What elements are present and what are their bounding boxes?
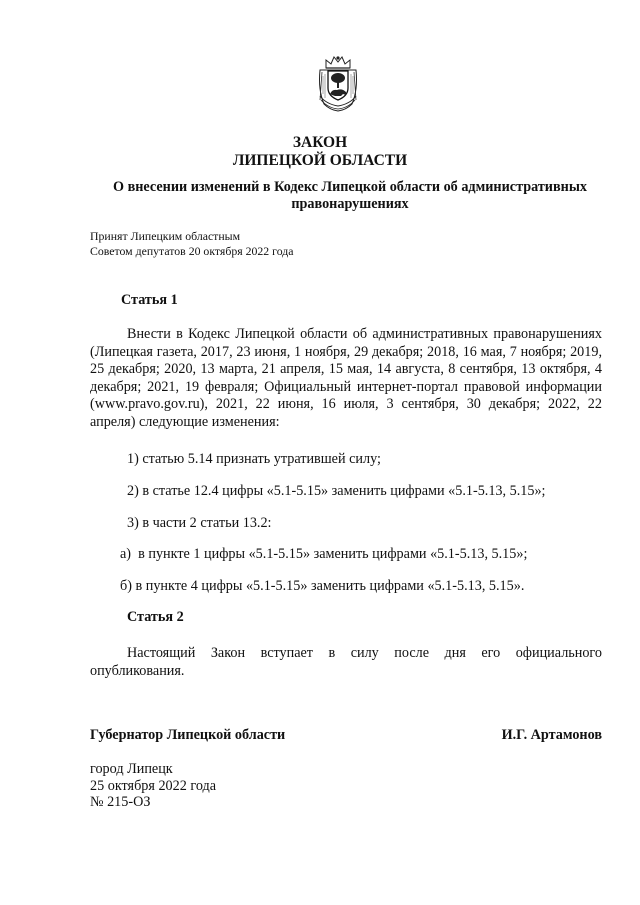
adoption-note-line: Советом депутатов 20 октября 2022 года <box>90 243 294 258</box>
adoption-note <box>90 229 294 258</box>
article-2-text: Настоящий Закон вступает в силу после дня его официального опубликования. <box>90 645 602 679</box>
article-1-heading: Статья 1 <box>121 292 178 308</box>
amendment-subitem: а) в пункте 1 цифры «5.1-5.15» заменить цифрами «5.1-5.13, 5.15»; <box>120 546 528 562</box>
document-footer <box>90 761 216 811</box>
signatory-name: И.Г. Артамонов <box>501 727 602 743</box>
amendment-item: 3) в части 2 статьи 13.2: <box>127 515 272 531</box>
article-2-heading: Статья 2 <box>127 609 184 625</box>
amendment-item: 1) статью 5.14 признать утратившей силу; <box>127 451 381 467</box>
article-1-text: Внести в Кодекс Липецкой области об административных правонарушениях (Липецкая газета, 2017, 23 июня, 1 ноября, 29 декабря; 2018, 16 мая, 7 ноября; 2019, 25 декабря; 2020, 13 марта, 21 апреля, 15 мая, 14 августа, 8 сентября, 13 октября, 4 декабря; 2021, 19 февраля; Официальный интернет-портал правовой информации (www.pravo.gov.ru), 2021, 22 июня, 16 июля, 3 сентября, 30 декабря; 2022, 22 апреля) следующие изменения: <box>90 326 602 430</box>
footer-number: № 215-ОЗ <box>90 794 151 810</box>
signatory-position: Губернатор Липецкой области <box>90 727 286 743</box>
coat-of-arms-icon <box>316 54 360 112</box>
law-subject-title: О внесении изменений в Кодекс Липецкой области об административных правонарушениях <box>113 179 587 212</box>
footer-city: город Липецк <box>90 761 173 777</box>
amendment-subitem: б) в пункте 4 цифры «5.1-5.15» заменить цифрами «5.1-5.13, 5.15». <box>120 578 525 594</box>
amendment-item: 2) в статье 12.4 цифры «5.1-5.15» заменить цифрами «5.1-5.13, 5.15»; <box>127 483 546 499</box>
adoption-note-line: Принят Липецким областным <box>90 229 241 243</box>
footer-date: 25 октября 2022 года <box>90 777 217 794</box>
region-heading: ЛИПЕЦКОЙ ОБЛАСТИ <box>232 152 408 169</box>
document-type-heading: ЗАКОН <box>292 134 348 151</box>
